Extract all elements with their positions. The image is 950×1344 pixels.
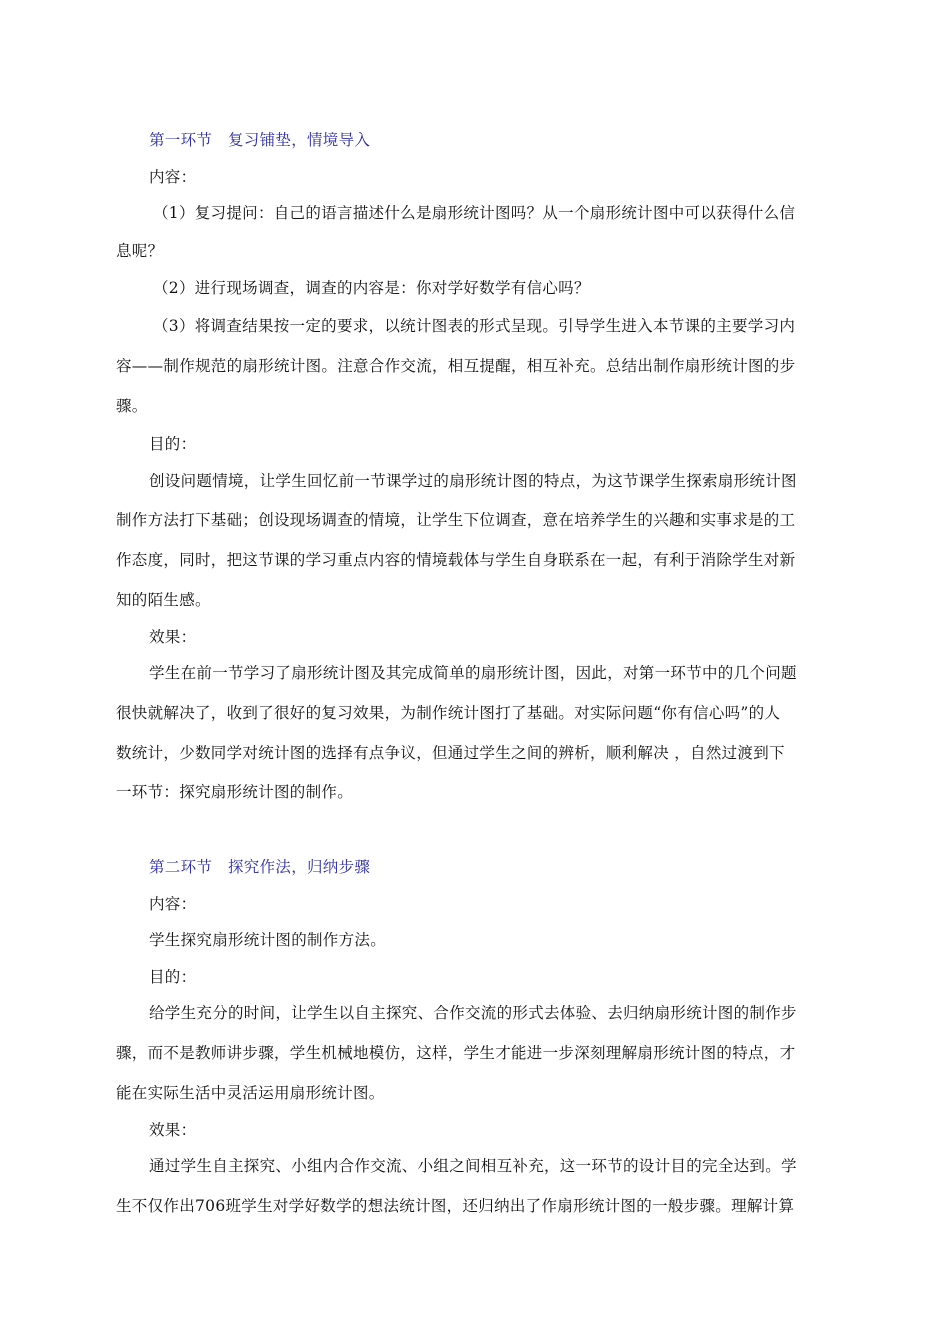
section1-content-label: 内容： bbox=[149, 168, 197, 186]
section1-purpose-line3: 作态度，同时，把这节课的学习重点内容的情境载体与学生自身联系在一起，有利于消除学生对新 bbox=[116, 551, 796, 569]
section1-effect-label: 效果： bbox=[149, 628, 197, 646]
section1-item3-line3: 骤。 bbox=[116, 397, 148, 415]
section1-effect-line1: 学生在前一节学习了扇形统计图及其完成简单的扇形统计图，因此，对第一环节中的几个问题 bbox=[149, 664, 797, 682]
section1-heading: 第一环节 复习铺垫，情境导入 bbox=[149, 131, 371, 149]
section2-purpose-label: 目的： bbox=[149, 968, 197, 986]
section2-content-line1: 学生探究扇形统计图的制作方法。 bbox=[149, 931, 387, 949]
section2-purpose-line3: 能在实际生活中灵活运用扇形统计图。 bbox=[116, 1084, 385, 1102]
section2-content-label: 内容： bbox=[149, 895, 197, 913]
section2-purpose-line2: 骤，而不是教师讲步骤，学生机械地模仿，这样，学生才能进一步深刻理解扇形统计图的特点，才 bbox=[116, 1044, 796, 1062]
section2-effect-line1: 通过学生自主探究、小组内合作交流、小组之间相互补充，这一环节的设计目的完全达到。学 bbox=[149, 1157, 797, 1175]
section2-purpose-line1: 给学生充分的时间，让学生以自主探究、合作交流的形式去体验、去归纳扇形统计图的制作步 bbox=[149, 1004, 797, 1022]
section1-purpose-line1: 创设问题情境，让学生回忆前一节课学过的扇形统计图的特点，为这节课学生探索扇形统计图 bbox=[149, 472, 797, 490]
section1-purpose-line4: 知的陌生感。 bbox=[116, 591, 211, 609]
section1-effect-line3: 数统计，少数同学对统计图的选择有点争议，但通过学生之间的辨析，顺利解决 ，自然过渡到下 bbox=[116, 744, 785, 762]
section1-item2: （2）进行现场调查，调查的内容是：你对学好数学有信心吗？ bbox=[153, 279, 590, 297]
section1-purpose-line2: 制作方法打下基础；创设现场调查的情境，让学生下位调查，意在培养学生的兴趣和实事求是的工 bbox=[116, 511, 796, 529]
section1-item3-line2: 容——制作规范的扇形统计图。注意合作交流，相互提醒，相互补充。总结出制作扇形统计图的步 bbox=[116, 357, 796, 375]
section1-effect-line4: 一环节：探究扇形统计图的制作。 bbox=[116, 783, 354, 801]
section1-effect-line2: 很快就解决了，收到了很好的复习效果，为制作统计图打了基础。对实际问题“你有信心吗”的人 bbox=[116, 704, 781, 722]
section2-effect-line2: 生不仅作出706班学生对学好数学的想法统计图，还归纳出了作扇形统计图的一般步骤。理解计算 bbox=[116, 1197, 795, 1215]
section1-purpose-label: 目的： bbox=[149, 435, 197, 453]
section2-effect-label: 效果： bbox=[149, 1121, 197, 1139]
section1-item3-line1: （3）将调查结果按一定的要求，以统计图表的形式呈现。引导学生进入本节课的主要学习内 bbox=[153, 317, 796, 335]
section1-item1-line2: 息呢？ bbox=[116, 242, 164, 260]
section1-item1-line1: （1）复习提问：自己的语言描述什么是扇形统计图吗？从一个扇形统计图中可以获得什么信 bbox=[153, 204, 796, 222]
section2-heading: 第二环节 探究作法，归纳步骤 bbox=[149, 858, 371, 876]
